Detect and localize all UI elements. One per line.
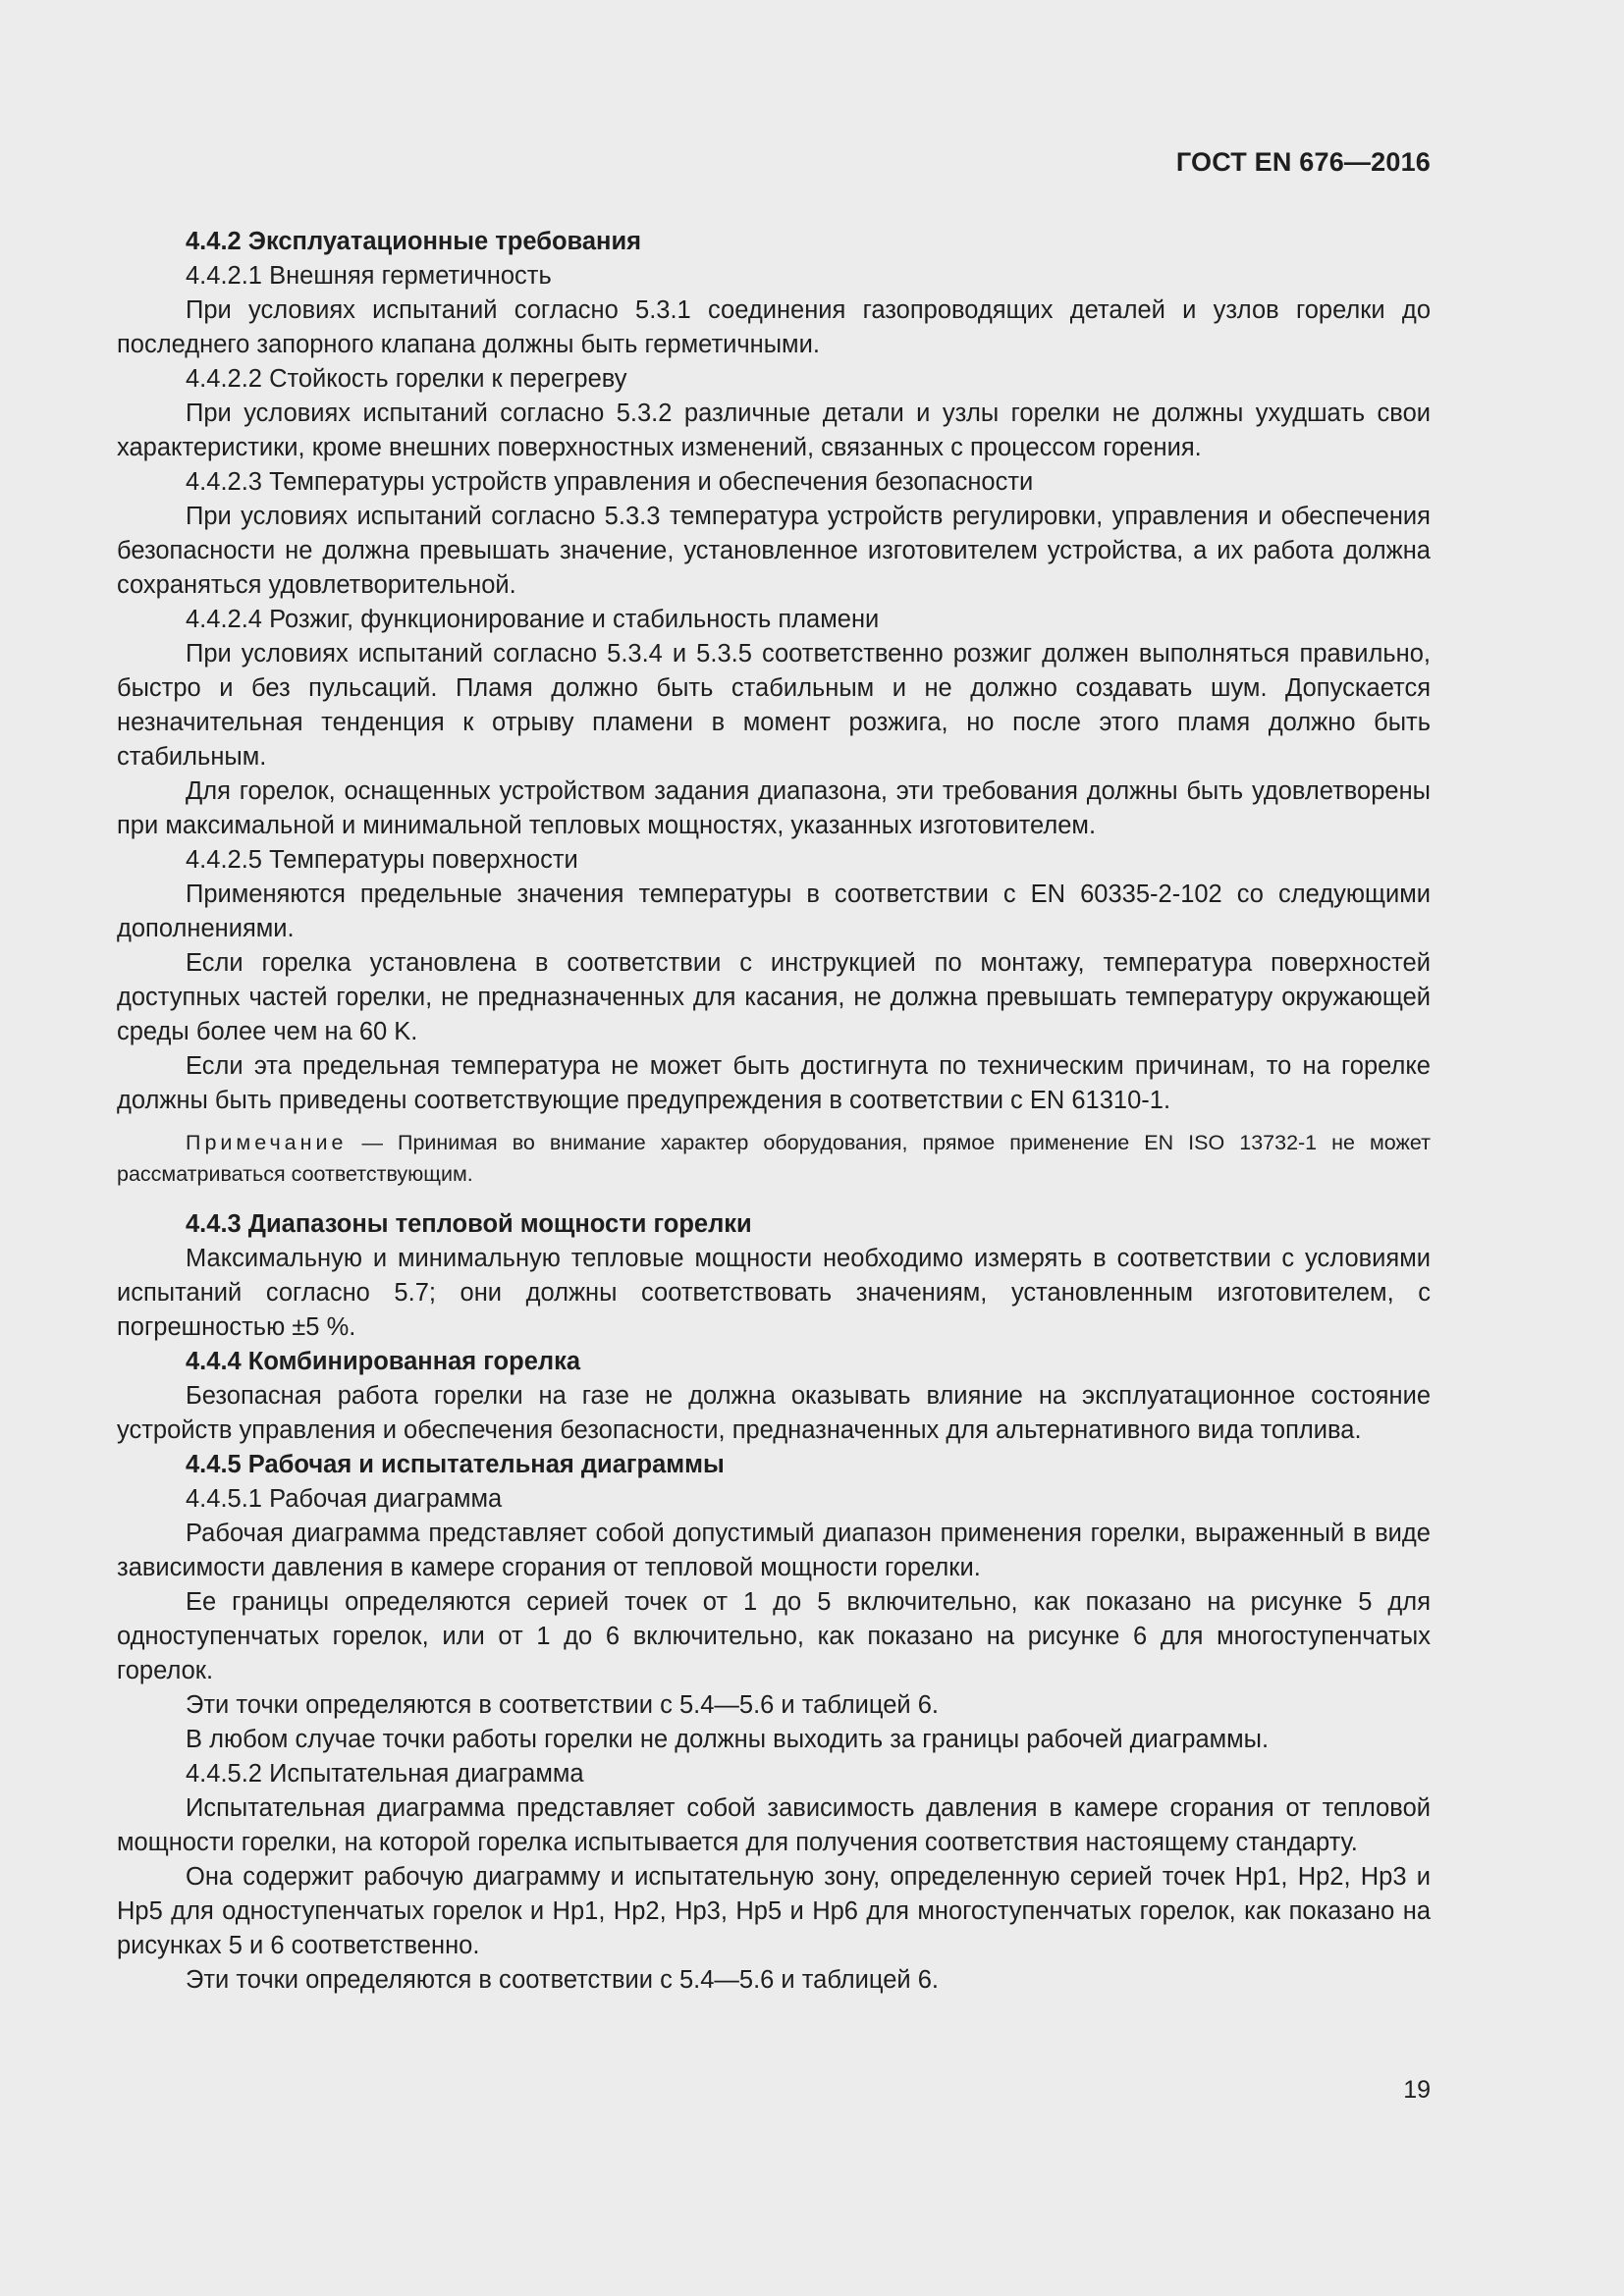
- body-paragraph: Ее границы определяются серией точек от 1 до 5 включительно, как показано на рисунке 5 для одноступенчатых горелок, или от 1 до 6 включительно, как показано на рисунке 6 для многоступенчатых горелок.: [117, 1588, 1431, 1684]
- body-paragraph: При условиях испытаний согласно 5.3.1 соединения газопроводящих деталей и узлов горелки до последнего запорного клапана должны быть герметичными.: [117, 296, 1431, 358]
- note-paragraph: [117, 1127, 1431, 1190]
- section-heading-4-4-3: 4.4.3 Диапазоны тепловой мощности горелки: [186, 1210, 752, 1238]
- body-paragraph: Если горелка установлена в соответствии с инструкцией по монтажу, температура поверхностей доступных частей горелки, не предназначенных для касания, не должна превышать температуру окружающей среды более чем на 60 K.: [117, 949, 1431, 1045]
- subsection-heading-4-4-5-2: 4.4.5.2 Испытательная диаграмма: [186, 1760, 584, 1788]
- body-paragraph: Безопасная работа горелки на газе не должна оказывать влияние на эксплуатационное состояние устройств управления и обеспечения безопасности, предназначенных для альтернативного вида топлива.: [117, 1382, 1431, 1444]
- body-paragraph: При условиях испытаний согласно 5.3.3 температура устройств регулировки, управления и обеспечения безопасности не должна превышать значение, установленное изготовителем устройства, а их работа должна сохраняться удовлетворительной.: [117, 503, 1431, 599]
- body-paragraph: Применяются предельные значения температуры в соответствии с EN 60335-2-102 со следующими дополнениями.: [117, 881, 1431, 942]
- body-paragraph: Испытательная диаграмма представляет собой зависимость давления в камере сгорания от тепловой мощности горелки, на которой горелка испытывается для получения соответствия настоящему стандарту.: [117, 1794, 1431, 1856]
- subsection-heading-4-4-5-1: 4.4.5.1 Рабочая диаграмма: [186, 1485, 503, 1513]
- body-paragraph: При условиях испытаний согласно 5.3.2 различные детали и узлы горелки не должны ухудшать свои характеристики, кроме внешних поверхностных изменений, связанных с процессом горения.: [117, 400, 1431, 461]
- body-paragraph: Если эта предельная температура не может быть достигнута по техническим причинам, то на горелке должны быть приведены соответствующие предупреждения в соответствии с EN 61310-1.: [117, 1052, 1431, 1114]
- subsection-heading-4-4-2-3: 4.4.2.3 Температуры устройств управления и обеспечения безопасности: [186, 468, 1034, 496]
- document-body: [117, 225, 1431, 1998]
- body-paragraph: Рабочая диаграмма представляет собой допустимый диапазон применения горелки, выраженный в виде зависимости давления в камере сгорания от тепловой мощности горелки.: [117, 1520, 1431, 1581]
- subsection-heading-4-4-2-4: 4.4.2.4 Розжиг, функционирование и стабильность пламени: [186, 606, 880, 633]
- note-label: Примечание: [186, 1131, 348, 1154]
- section-heading-4-4-2: 4.4.2 Эксплуатационные требования: [186, 228, 642, 255]
- subsection-heading-4-4-2-1: 4.4.2.1 Внешняя герметичность: [186, 262, 552, 290]
- body-paragraph: В любом случае точки работы горелки не должны выходить за границы рабочей диаграммы.: [186, 1726, 1270, 1753]
- body-paragraph: Она содержит рабочую диаграмму и испытательную зону, определенную серией точек Hp1, Hp2, Hp3 и Hp5 для одноступенчатых горелок и Hp1, Hp2, Hp3, Hp5 и Hp6 для многоступенчатых горелок, как показано на рисунках 5 и 6 соответственно.: [117, 1863, 1431, 1959]
- section-heading-4-4-5: 4.4.5 Рабочая и испытательная диаграммы: [186, 1451, 725, 1478]
- section-heading-4-4-4: 4.4.4 Комбинированная горелка: [186, 1348, 581, 1375]
- subsection-heading-4-4-2-2: 4.4.2.2 Стойкость горелки к перегреву: [186, 365, 627, 393]
- body-paragraph: Максимальную и минимальную тепловые мощности необходимо измерять в соответствии с условиями испытаний согласно 5.7; они должны соответствовать значениям, установленным изготовителем, с погрешностью ±5 %.: [117, 1245, 1431, 1341]
- note-text: — Принимая во внимание характер оборудования, прямое применение EN ISO 13732-1 не может рассматриваться соответствующим.: [117, 1131, 1431, 1186]
- subsection-heading-4-4-2-5: 4.4.2.5 Температуры поверхности: [186, 846, 578, 874]
- page-number: 19: [1403, 2076, 1431, 2104]
- body-paragraph: Эти точки определяются в соответствии с 5.4—5.6 и таблицей 6.: [186, 1966, 940, 1994]
- body-paragraph: Для горелок, оснащенных устройством задания диапазона, эти требования должны быть удовлетворены при максимальной и минимальной тепловых мощностях, указанных изготовителем.: [117, 777, 1431, 839]
- document-code-header: ГОСТ EN 676—2016: [1175, 147, 1431, 177]
- body-paragraph: При условиях испытаний согласно 5.3.4 и 5.3.5 соответственно розжиг должен выполняться правильно, быстро и без пульсаций. Пламя должно быть стабильным и не должно создавать шум. Допускается незначительная тенденция к отрыву пламени в момент розжига, но после этого пламя должно быть стабильным.: [117, 640, 1431, 771]
- body-paragraph: Эти точки определяются в соответствии с 5.4—5.6 и таблицей 6.: [186, 1691, 940, 1719]
